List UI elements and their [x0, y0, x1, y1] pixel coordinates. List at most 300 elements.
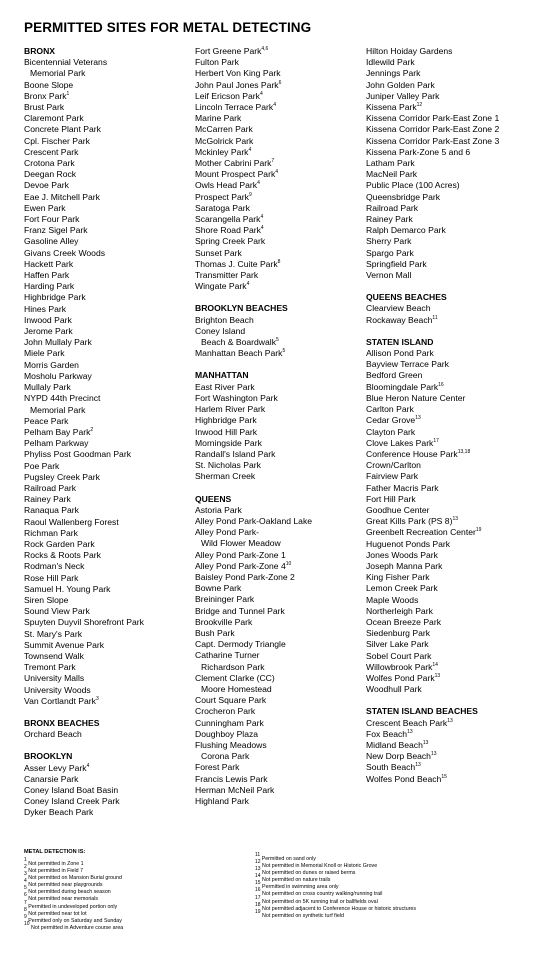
site-name: Huguenot Ponds Park: [366, 538, 451, 549]
site-name: Brust Park: [24, 102, 65, 113]
site-name: John Paul Jones Park: [195, 79, 279, 90]
footnote-text: Permitted only on Saturday and Sunday: [28, 917, 122, 924]
site-name: Northerleigh Park: [366, 605, 433, 616]
site-name: Owls Head Park: [195, 180, 258, 191]
site-item: [195, 348, 365, 359]
site-name: Idlewild Park: [366, 57, 415, 68]
site-item: [195, 550, 365, 561]
site-name: Bloomingdale Park: [366, 381, 439, 392]
site-item: [24, 696, 194, 707]
site-name: Rodman's Neck: [24, 561, 85, 572]
section-staten-island-beaches: [366, 706, 541, 784]
site-item: [195, 751, 365, 762]
site-name: Wolfes Pond Beach: [366, 773, 442, 784]
footnote-number: 11: [255, 852, 261, 858]
footnote-ref: 6: [278, 79, 282, 86]
site-item: [195, 427, 365, 438]
site-name: St. Mary's Park: [24, 628, 82, 639]
site-name: Forest Park: [195, 762, 240, 773]
footnote-number: 7: [24, 899, 27, 906]
site-name: Kissena Corridor Park-East Zone 3: [366, 135, 500, 146]
site-item: [24, 651, 194, 662]
site-name: Vernon Mall: [366, 270, 412, 281]
site-item: [366, 415, 541, 426]
section-heading: QUEENS BEACHES: [366, 292, 447, 303]
site-name: East River Park: [195, 381, 255, 392]
footnote-text: Permitted in undeveloped portion only: [28, 903, 118, 910]
site-item: [24, 236, 194, 247]
site-name: Rocks & Roots Park: [24, 550, 101, 561]
site-name: Railroad Park: [24, 482, 77, 493]
page-title: PERMITTED SITES FOR METAL DETECTING: [24, 20, 312, 35]
section-heading: BROOKLYN: [24, 751, 73, 762]
site-item: [195, 594, 365, 605]
footnote-ref: 3: [95, 695, 99, 702]
site-name: Fulton Park: [195, 57, 239, 68]
site-name: Mullaly Park: [24, 382, 71, 393]
site-item: [24, 505, 194, 516]
site-name: New Dorp Beach: [366, 751, 431, 762]
site-name: McGolrick Park: [195, 135, 254, 146]
site-name: Phyliss Post Goodman Park: [24, 449, 131, 460]
site-name: Blue Heron Nature Center: [366, 392, 466, 403]
site-item: [366, 404, 541, 415]
site-item: [366, 158, 541, 169]
site-name: Jennings Park: [366, 68, 421, 79]
site-item: [24, 348, 194, 359]
site-item: [366, 113, 541, 124]
site-name: Bicentennial Veterans: [24, 57, 108, 68]
site-item: [195, 259, 365, 270]
site-item: [24, 685, 194, 696]
site-item: [24, 796, 194, 807]
site-name: Bedford Green: [366, 370, 423, 381]
site-item: [366, 729, 541, 740]
site-item: [24, 673, 194, 684]
site-name: Woodhull Park: [366, 684, 422, 695]
footnote-text: Not permitted near tot lot: [28, 910, 87, 917]
site-name: Rose Hill Park: [24, 572, 79, 583]
site-name: Canarsie Park: [24, 773, 79, 784]
section-continued: [195, 46, 365, 292]
footnote-text: Permitted in swimming area only: [262, 884, 339, 891]
site-item: [24, 102, 194, 113]
site-item: [24, 203, 194, 214]
site-name: Boone Slope: [24, 79, 74, 90]
footnote-text: Not permitted in Adventure course area: [31, 924, 124, 931]
site-name: Sobel Court Park: [366, 650, 432, 661]
site-name: Pelham Parkway: [24, 438, 89, 449]
site-item: [195, 673, 365, 684]
footnote-text: Not permitted adjacent to Conference House or historic structures: [262, 905, 417, 912]
site-item: [366, 236, 541, 247]
site-item: [24, 337, 194, 348]
site-item: [195, 136, 365, 147]
site-item: [195, 460, 365, 471]
site-name: Lincoln Terrace Park: [195, 102, 274, 113]
site-name: Willowbrook Park: [366, 661, 433, 672]
site-name: Crescent Beach Park: [366, 717, 448, 728]
site-name: Cunningham Park: [195, 717, 264, 728]
site-item: [24, 617, 194, 628]
footnote-number: 16: [255, 887, 261, 894]
footnote-text: Not permitted in Zone 1: [28, 861, 84, 867]
site-item: [195, 438, 365, 449]
footnote-text: Not permitted in Memorial Knoll or Historic Grove: [262, 863, 378, 870]
site-item: [366, 751, 541, 762]
footnote-ref: 13: [452, 516, 458, 523]
site-item: [24, 573, 194, 584]
site-item: [195, 102, 365, 113]
site-item: [195, 315, 365, 326]
site-name: Asser Levy Park: [24, 762, 87, 773]
site-name: Crown/Carlton: [366, 460, 421, 471]
site-name: Goodhue Center: [366, 504, 430, 515]
site-item: [366, 606, 541, 617]
site-name: Father Macris Park: [366, 482, 439, 493]
site-name: Scarangella Park: [195, 214, 261, 225]
site-item: [366, 527, 541, 538]
site-item: [366, 572, 541, 583]
site-item: [366, 449, 541, 460]
site-name: Highland Park: [195, 796, 249, 806]
site-name: Sound View Park: [24, 606, 90, 617]
site-item: [366, 550, 541, 561]
site-name: Flushing Meadows: [195, 739, 267, 750]
site-name: Inwood Park: [24, 314, 72, 325]
site-item: [366, 102, 541, 113]
column-3: [366, 46, 541, 796]
site-name: Capt. Dermody Triangle: [195, 639, 286, 650]
site-name: NYPD 44th Precinct: [24, 393, 101, 404]
site-name: Marine Park: [195, 113, 242, 124]
site-item: [24, 292, 194, 303]
site-item: [24, 595, 194, 606]
site-name: University Malls: [24, 673, 85, 684]
section-heading: STATEN ISLAND: [366, 336, 434, 347]
site-name: Mother Cabrini Park: [195, 158, 272, 169]
site-name: Saratoga Park: [195, 202, 250, 213]
site-item: [24, 774, 194, 785]
footnote-ref: 13: [407, 728, 413, 735]
site-item: [366, 359, 541, 370]
site-item: [366, 57, 541, 68]
site-name: Devoe Park: [24, 180, 69, 191]
site-item: [195, 796, 365, 807]
site-name: Conference House Park: [366, 448, 458, 459]
site-item: [195, 449, 365, 460]
site-name: Clove Lakes Park: [366, 437, 434, 448]
site-item: [195, 785, 365, 796]
site-item: [195, 706, 365, 717]
footnote-text: Not permitted on synthetic turf field: [262, 912, 344, 919]
site-item: [24, 662, 194, 673]
site-name: Hines Park: [24, 303, 67, 314]
site-name: Corona Park: [201, 751, 250, 762]
footnote-ref: 4: [260, 225, 264, 232]
footnote-ref: 13: [434, 672, 441, 679]
site-name: Richman Park: [24, 527, 78, 538]
site-item: [366, 303, 541, 314]
footnote-ref: 10: [285, 560, 292, 567]
site-name: Queensbridge Park: [366, 191, 441, 202]
site-name: Gasoline Alley: [24, 236, 79, 247]
footnote-number: 12: [255, 859, 261, 866]
site-item: [366, 438, 541, 449]
site-item: [24, 68, 194, 79]
site-name: St. Nicholas Park: [195, 460, 261, 471]
site-name: Francis Lewis Park: [195, 773, 268, 784]
site-item: [195, 606, 365, 617]
site-name: Mosholu Parkway: [24, 370, 92, 381]
site-item: [366, 180, 541, 191]
site-name: Claremont Park: [24, 113, 84, 124]
site-name: McCarren Park: [195, 124, 253, 135]
site-name: John Mullaly Park: [24, 337, 92, 348]
site-name: Van Cortlandt Park: [24, 695, 96, 706]
site-name: Coney Island Boat Basin: [24, 785, 119, 795]
site-item: [24, 147, 194, 158]
site-item: [24, 371, 194, 382]
site-name: Mount Prospect Park: [195, 169, 276, 180]
site-name: Kissena Park: [366, 102, 417, 113]
footnote-ref: 13: [422, 739, 429, 746]
footnote-text: Not permitted in Field 7: [28, 868, 84, 875]
section-heading: BRONX: [24, 46, 56, 56]
site-item: [24, 629, 194, 640]
footnote-ref: 19: [475, 527, 482, 534]
site-name: Crocheron Park: [195, 706, 256, 717]
site-name: John Golden Park: [366, 79, 435, 90]
site-item: [366, 505, 541, 516]
footnote-text: Not permitted during beach season: [28, 889, 111, 896]
site-name: Townsend Walk: [24, 650, 84, 661]
footnote-ref: 13: [447, 717, 453, 724]
site-item: [195, 158, 365, 169]
site-item: [195, 281, 365, 292]
site-item: [195, 225, 365, 236]
footnote-ref: 13: [415, 762, 421, 769]
site-item: [366, 595, 541, 606]
footnote-ref: 17: [433, 437, 439, 444]
site-item: [366, 427, 541, 438]
footnote-ref: 7: [271, 158, 275, 165]
site-item: [195, 695, 365, 706]
site-item: [195, 762, 365, 773]
site-name: Summit Avenue Park: [24, 639, 105, 650]
site-item: [366, 774, 541, 785]
site-name: Ralph Demarco Park: [366, 225, 446, 236]
site-item: [195, 214, 365, 225]
site-item: [24, 561, 194, 572]
footnote-ref: 13: [415, 415, 421, 422]
site-item: [195, 46, 365, 57]
site-item: [195, 617, 365, 628]
site-name: Mckinley Park: [195, 146, 249, 157]
footnotes-title: METAL DETECTION IS:: [24, 849, 86, 855]
site-name: Astoria Park: [195, 504, 242, 515]
site-name: Greenbelt Recreation Center: [366, 527, 476, 538]
site-name: Ewen Park: [24, 202, 66, 213]
site-name: Raoul Wallenberg Forest: [24, 516, 119, 527]
site-item: [366, 494, 541, 505]
site-name: Fort Hill Park: [366, 493, 416, 504]
footnote-ref: 14: [432, 661, 438, 668]
footnote-number: 8: [24, 906, 27, 913]
site-name: Alley Pond Park-Zone 4: [195, 560, 286, 571]
site-name: Great Kills Park (PS 8): [366, 516, 453, 527]
site-item: [24, 528, 194, 539]
site-name: Fairview Park: [366, 471, 419, 482]
site-name: Memorial Park: [30, 68, 86, 79]
site-item: [24, 729, 194, 740]
site-name: Memorial Park: [30, 404, 86, 415]
site-name: Court Square Park: [195, 695, 267, 706]
footnote-ref: 4: [257, 180, 260, 187]
site-item: [195, 471, 365, 482]
site-name: Inwood Hill Park: [195, 426, 258, 437]
site-item: [195, 147, 365, 158]
site-item: [366, 684, 541, 695]
site-item: [366, 169, 541, 180]
footnote-ref: 4: [275, 169, 279, 176]
site-name: Spargo Park: [366, 247, 414, 258]
site-name: Sherman Creek: [195, 471, 256, 482]
site-item: [195, 113, 365, 124]
site-name: Siren Slope: [24, 594, 69, 605]
site-name: Hilton Hoiday Gardens: [366, 46, 453, 56]
site-item: [24, 158, 194, 169]
site-name: Rockaway Beach: [366, 314, 433, 325]
site-name: Eae J. Mitchell Park: [24, 191, 100, 202]
site-item: [24, 360, 194, 371]
site-name: Midland Beach: [366, 739, 423, 750]
footnote-ref: 9: [248, 191, 252, 198]
site-item: [195, 684, 365, 695]
site-name: Alley Pond Park-: [195, 527, 260, 538]
footnote-number: 10: [24, 920, 30, 927]
site-name: Juniper Valley Park: [366, 90, 440, 101]
section-continued: [366, 46, 541, 281]
site-item: [366, 192, 541, 203]
site-item: [24, 214, 194, 225]
site-item: [24, 192, 194, 203]
site-name: Fox Beach: [366, 728, 408, 739]
site-item: [366, 91, 541, 102]
site-item: [195, 326, 365, 337]
site-item: [195, 774, 365, 785]
footnote-text: Permitted on sand only: [261, 856, 316, 862]
site-item: [24, 606, 194, 617]
site-name: Siedenburg Park: [366, 628, 431, 639]
section-heading: MANHATTAN: [195, 370, 249, 381]
site-item: [195, 729, 365, 740]
site-name: Crotona Park: [24, 158, 75, 169]
site-item: [366, 136, 541, 147]
site-name: Haffen Park: [24, 270, 70, 281]
site-item: [195, 527, 365, 538]
column-1: [24, 46, 194, 830]
site-item: [366, 80, 541, 91]
site-name: Kissena Corridor Park-East Zone 1: [366, 113, 500, 124]
site-name: Orchard Beach: [24, 729, 82, 740]
site-name: Crescent Park: [24, 146, 79, 157]
site-item: [195, 337, 365, 348]
site-item: [195, 561, 365, 572]
footnote-ref: 4: [246, 281, 250, 288]
site-item: [366, 617, 541, 628]
footnote-ref: 12: [416, 102, 423, 109]
site-item: [24, 483, 194, 494]
site-item: [24, 315, 194, 326]
site-item: [24, 449, 194, 460]
footnote-ref: 4: [86, 762, 90, 769]
site-name: Bronx Park: [24, 90, 67, 101]
site-name: Brighton Beach: [195, 314, 254, 325]
site-item: [24, 584, 194, 595]
site-item: [24, 438, 194, 449]
footnote-ref: 13,18: [457, 448, 471, 455]
site-item: [24, 494, 194, 505]
site-name: Franz Sigel Park: [24, 225, 88, 236]
site-name: Rainey Park: [24, 494, 71, 505]
footnote-number: 5: [24, 885, 27, 892]
site-item: [195, 628, 365, 639]
site-item: [195, 538, 365, 549]
footnote: [24, 857, 123, 867]
site-item: [24, 225, 194, 236]
site-item: [366, 315, 541, 326]
site-item: [366, 762, 541, 773]
site-item: [366, 225, 541, 236]
site-name: Jerome Park: [24, 326, 73, 337]
section-heading: STATEN ISLAND BEACHES: [366, 706, 478, 717]
site-name: Wolfes Pond Park: [366, 672, 435, 683]
column-2: [195, 46, 365, 818]
site-item: [24, 91, 194, 102]
site-item: [366, 673, 541, 684]
site-name: Deegan Rock: [24, 169, 77, 180]
site-item: [24, 640, 194, 651]
site-item: [195, 718, 365, 729]
site-item: [24, 382, 194, 393]
site-name: Spuyten Duyvil Shorefront Park: [24, 617, 144, 628]
footnote-number: 4: [24, 878, 27, 885]
site-item: [24, 393, 194, 404]
site-name: Fort Washington Park: [195, 392, 278, 403]
site-item: [195, 270, 365, 281]
footnote-text: Not permitted on Mansion Burial ground: [28, 875, 122, 882]
footnote-number: 1: [24, 857, 27, 863]
site-item: [366, 740, 541, 751]
site-name: South Beach: [366, 762, 416, 773]
site-item: [366, 68, 541, 79]
footnotes-right: [255, 852, 417, 919]
site-name: Hackett Park: [24, 258, 74, 269]
site-name: Carlton Park: [366, 404, 414, 415]
site-name: Coney Island: [195, 325, 246, 336]
site-item: [366, 561, 541, 572]
site-item: [24, 539, 194, 550]
footnote-number: 18: [255, 901, 261, 908]
footnote-number: 13: [255, 866, 261, 873]
site-name: King Fisher Park: [366, 572, 430, 583]
site-name: Wingate Park: [195, 281, 247, 292]
site-name: Harlem River Park: [195, 404, 266, 415]
site-item: [24, 416, 194, 427]
site-item: [24, 113, 194, 124]
footnotes-left: [24, 857, 124, 931]
